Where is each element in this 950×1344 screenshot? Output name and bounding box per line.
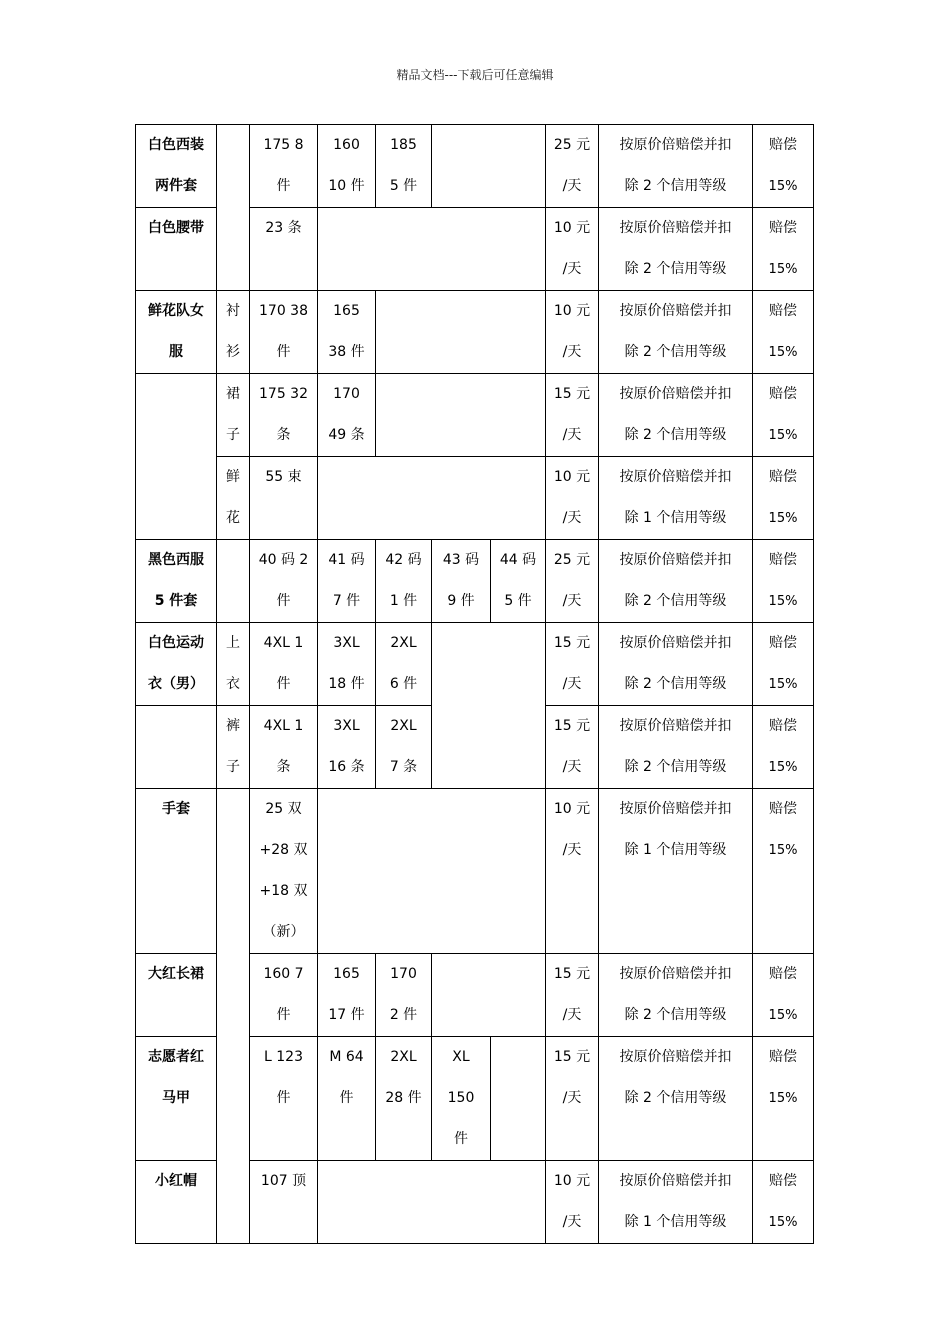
size-cell: 4XL 1 件 [250, 623, 318, 706]
compensation-cell: 赔偿 15% [753, 457, 814, 540]
empty-cell [318, 1161, 546, 1244]
rent-cell: 10 元 /天 [546, 208, 599, 291]
rent-cell: 25 元 /天 [546, 125, 599, 208]
empty-cell [318, 208, 546, 291]
size-cell: 107 顶 [250, 1161, 318, 1244]
table-row [136, 291, 814, 374]
size-cell: 42 码 1 件 [376, 540, 432, 623]
penalty-cell: 按原价倍赔偿并扣 除 2 个信用等级 [599, 706, 753, 789]
item-name: 手套 [136, 789, 217, 954]
empty-cell [318, 457, 546, 540]
part-cell: 裤 子 [217, 706, 250, 789]
size-cell: 23 条 [250, 208, 318, 291]
size-cell: 55 束 [250, 457, 318, 540]
size-cell: 170 38 件 [250, 291, 318, 374]
item-name: 鲜花队女 服 [136, 291, 217, 374]
size-cell: 185 5 件 [376, 125, 432, 208]
size-cell: 175 32 条 [250, 374, 318, 457]
empty-cell [217, 540, 250, 623]
penalty-cell: 按原价倍赔偿并扣 除 1 个信用等级 [599, 457, 753, 540]
size-cell: L 123 件 [250, 1037, 318, 1161]
size-cell: XL 150 件 [432, 1037, 491, 1161]
size-cell: 3XL 16 条 [318, 706, 376, 789]
item-name: 黑色西服 5 件套 [136, 540, 217, 623]
empty-cell [217, 125, 250, 291]
rent-cell: 10 元 /天 [546, 291, 599, 374]
size-cell: 170 2 件 [376, 954, 432, 1037]
rent-cell: 15 元 /天 [546, 954, 599, 1037]
size-cell: 3XL 18 件 [318, 623, 376, 706]
size-cell: 165 17 件 [318, 954, 376, 1037]
size-cell: 25 双 +28 双 +18 双 （新） [250, 789, 318, 954]
item-name: 小红帽 [136, 1161, 217, 1244]
table-row [136, 457, 814, 540]
table-row [136, 374, 814, 457]
empty-cell [318, 789, 546, 954]
item-name: 大红长裙 [136, 954, 217, 1037]
size-cell: 165 38 件 [318, 291, 376, 374]
item-name: 白色西装 两件套 [136, 125, 217, 208]
rent-cell: 15 元 /天 [546, 623, 599, 706]
compensation-cell: 赔偿 15% [753, 1161, 814, 1244]
penalty-cell: 按原价倍赔偿并扣 除 2 个信用等级 [599, 125, 753, 208]
rent-cell: 10 元 /天 [546, 457, 599, 540]
penalty-cell: 按原价倍赔偿并扣 除 2 个信用等级 [599, 291, 753, 374]
penalty-cell: 按原价倍赔偿并扣 除 2 个信用等级 [599, 374, 753, 457]
compensation-cell: 赔偿 15% [753, 374, 814, 457]
size-cell: 4XL 1 条 [250, 706, 318, 789]
rent-cell: 15 元 /天 [546, 374, 599, 457]
part-cell: 裙 子 [217, 374, 250, 457]
size-cell: 160 7 件 [250, 954, 318, 1037]
size-cell: 2XL 28 件 [376, 1037, 432, 1161]
table-row [136, 125, 814, 208]
penalty-cell: 按原价倍赔偿并扣 除 2 个信用等级 [599, 208, 753, 291]
compensation-cell: 赔偿 15% [753, 540, 814, 623]
item-name: 白色运动 衣（男） [136, 623, 217, 706]
empty-cell [432, 125, 546, 208]
size-cell: 43 码 9 件 [432, 540, 491, 623]
compensation-cell: 赔偿 15% [753, 623, 814, 706]
size-cell: 2XL 6 件 [376, 623, 432, 706]
part-cell: 衬 衫 [217, 291, 250, 374]
table-row [136, 623, 814, 706]
compensation-cell: 赔偿 15% [753, 954, 814, 1037]
empty-cell [491, 1037, 546, 1161]
part-cell: 上 衣 [217, 623, 250, 706]
compensation-cell: 赔偿 15% [753, 1037, 814, 1161]
penalty-cell: 按原价倍赔偿并扣 除 1 个信用等级 [599, 789, 753, 954]
empty-cell [432, 623, 546, 789]
size-cell: 175 8 件 [250, 125, 318, 208]
empty-cell [376, 374, 546, 457]
compensation-cell: 赔偿 15% [753, 291, 814, 374]
rental-table [135, 124, 814, 1244]
penalty-cell: 按原价倍赔偿并扣 除 2 个信用等级 [599, 954, 753, 1037]
item-name: 白色腰带 [136, 208, 217, 291]
penalty-cell: 按原价倍赔偿并扣 除 2 个信用等级 [599, 623, 753, 706]
part-cell: 鲜 花 [217, 457, 250, 540]
rent-cell: 25 元 /天 [546, 540, 599, 623]
penalty-cell: 按原价倍赔偿并扣 除 2 个信用等级 [599, 540, 753, 623]
empty-cell [376, 291, 546, 374]
empty-cell [217, 789, 250, 1244]
item-name: 志愿者红 马甲 [136, 1037, 217, 1161]
rent-cell: 10 元 /天 [546, 789, 599, 954]
compensation-cell: 赔偿 15% [753, 125, 814, 208]
size-cell: 170 49 条 [318, 374, 376, 457]
size-cell: M 64 件 [318, 1037, 376, 1161]
size-cell: 40 码 2 件 [250, 540, 318, 623]
empty-cell [432, 954, 546, 1037]
size-cell: 41 码 7 件 [318, 540, 376, 623]
compensation-cell: 赔偿 15% [753, 208, 814, 291]
table-row [136, 540, 814, 623]
compensation-cell: 赔偿 15% [753, 789, 814, 954]
size-cell: 160 10 件 [318, 125, 376, 208]
rent-cell: 15 元 /天 [546, 1037, 599, 1161]
penalty-cell: 按原价倍赔偿并扣 除 2 个信用等级 [599, 1037, 753, 1161]
size-cell: 44 码 5 件 [491, 540, 546, 623]
page-header: 精品文档---下载后可任意编辑 [396, 68, 554, 82]
empty-cell [136, 374, 217, 540]
rent-cell: 10 元 /天 [546, 1161, 599, 1244]
table-row [136, 789, 814, 954]
compensation-cell: 赔偿 15% [753, 706, 814, 789]
size-cell: 2XL 7 条 [376, 706, 432, 789]
empty-cell [136, 706, 217, 789]
rent-cell: 15 元 /天 [546, 706, 599, 789]
penalty-cell: 按原价倍赔偿并扣 除 1 个信用等级 [599, 1161, 753, 1244]
